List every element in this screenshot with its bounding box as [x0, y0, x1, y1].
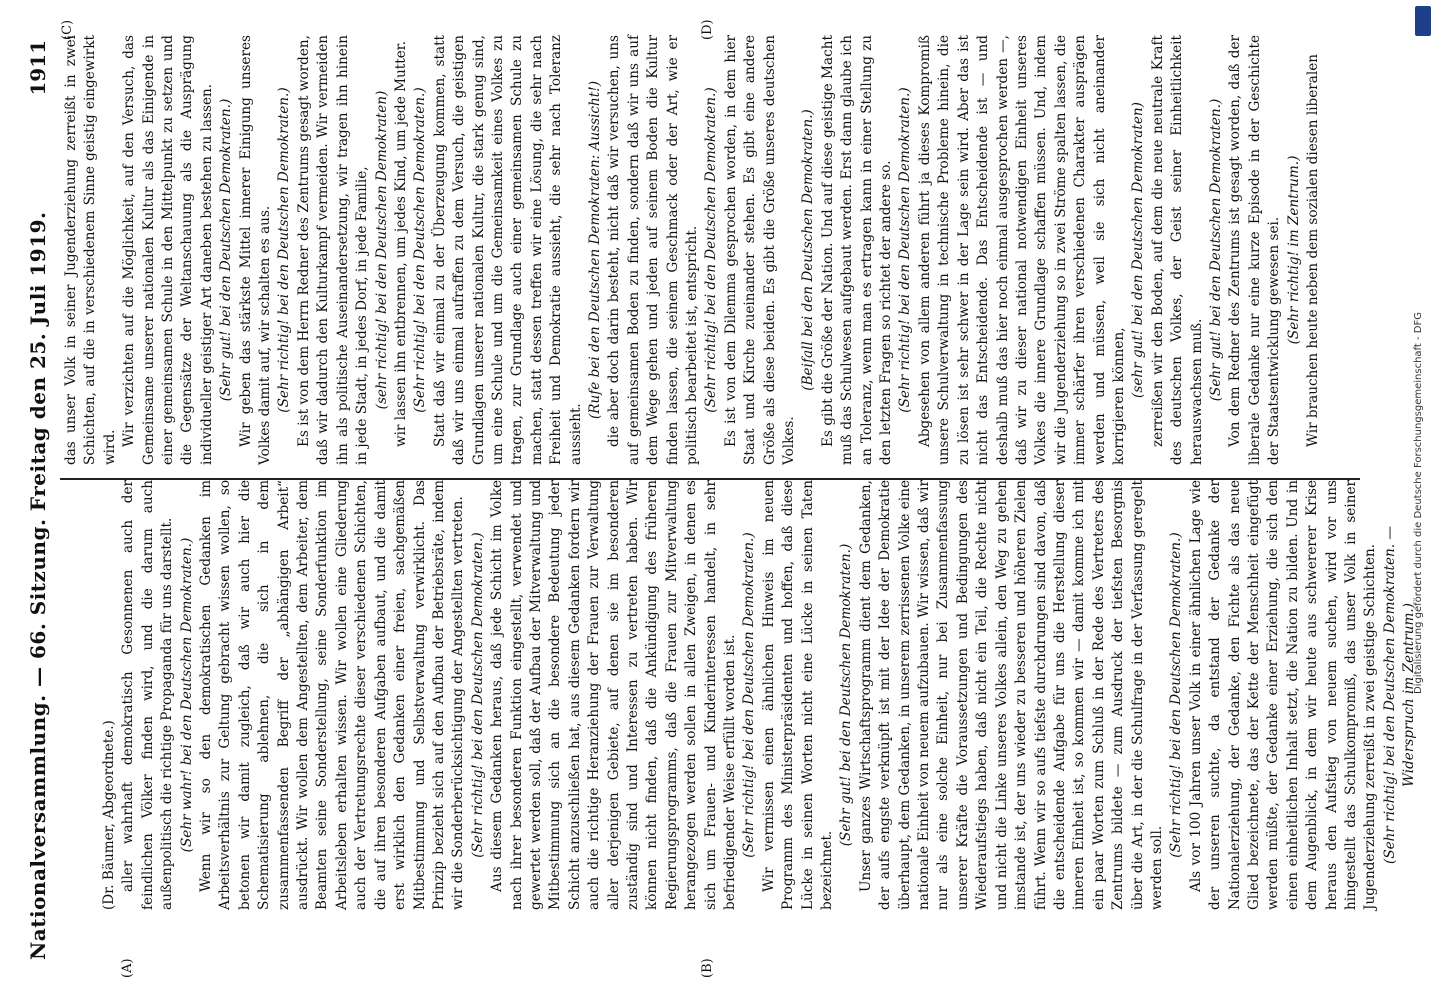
watermark-text: Digitalisierung gefördert durch die Deutsche Forschungsgemeinschaft - DFG	[1413, 312, 1424, 695]
margin-label-a: (A)	[120, 958, 135, 978]
interjection: (Sehr wahr! bei den Deutschen Demokraten.)	[178, 537, 195, 853]
interjection: (sehr gut! bei den Deutschen Demokraten)	[1130, 102, 1147, 398]
paragraph: Statt daß wir einmal zu der Überzeugung kommen, statt daß wir uns einmal aufraffen zu dem Versuch, die geistigen Grundlagen unserer nationalen Kultur, die stark genug sind, um eine Schule und um die Gemeinsamkeit eines Volkes zu tragen, zur Grundlage auch einer gemeinsamen Schule zu machen, statt dessen treffen wir eine Lösung, die sehr nach Freiheit und Demokratie aussieht, die sehr nach Toleranz aussieht.	[431, 35, 584, 465]
watermark	[1408, 8, 1430, 998]
paragraph: Unser ganzes Wirtschaftsprogramm dient dem Gedanken, der aufs engste verknüpft ist mit der Idee der Demokratie überhaupt, dem Gedanken, in unserem zerrissenen Volke eine nationale Einheit von neuem aufzubauen. Wir wissen, daß wir nur als eine solche Einheit, nur bei Zusammenfassung unserer Kräfte die Voraussetzungen und Bedingungen des Wiederaufstiegs haben, daß nicht ein Teil, die Rechte nicht und nicht die Linke unseres Volkes allein, den Weg zu gehen imstande ist, der uns wieder zu besseren und höheren Zielen führt. Wenn wir so aufs tiefste durchdrungen sind davon, daß die entscheidende Aufgabe für uns die Herstellung dieser inneren Einheit ist, so kommen wir — damit komme ich mit ein paar Worten zum Schluß in der Rede des Vertreters des Zentrums bildete — zum Ausdruck der tiefsten Besorgnis über die Art, in der die Schulfrage in der Verfassung geregelt werden soll.	[857, 480, 1165, 910]
page-number: 1911	[26, 40, 50, 96]
interjection: (Beifall bei den Deutschen Demokraten.)	[800, 109, 817, 391]
paragraph: zerreißen wir den Boden, auf dem die neue neutrale Kraft des deutschen Volkes, der Geist seiner Einheitlichkeit herauswachsen muß.	[1149, 35, 1205, 465]
paragraph: (Dr. Bäumer, Abgeordnete.)	[101, 720, 117, 910]
interjection: (Sehr richtig! bei den Deutschen Demokraten.)	[412, 87, 429, 413]
header-title: Nationalversammlung. — 66. Sitzung. Freitag den 25. Juli 1919.	[26, 211, 50, 960]
paragraph: Es ist von dem Herrn Redner des Zentrums gesagt worden, daß wir dadurch den Kulturkampf vermeiden. Wir vermeiden ihn als politische Auseinandersetzung, wir tragen ihn hinein in jede Stadt, in jedes Dorf, in jede Familie,	[295, 35, 371, 465]
paragraph: wir lassen ihn entbrennen, um jedes Kind, um jede Mutter.	[392, 40, 409, 447]
interjection: (Sehr gut! bei den Deutschen Demokraten.)	[838, 543, 855, 847]
paragraph: Wir geben das stärkste Mittel innerer Einigung unseres Volkes damit auf, wir schalten es aus.	[237, 35, 274, 465]
paragraph: das unser Volk in seiner Jugenderziehung zerreißt in zwei Schichten, auf die in verschiedenem Sinne geistig eingewirkt wird.	[63, 35, 118, 465]
left-column	[100, 480, 1418, 910]
interjection: (sehr richtig! bei den Deutschen Demokraten)	[373, 90, 390, 410]
interjection: (Sehr richtig! bei den Deutschen Demokraten. — Widerspruch im Zentrum.)	[1381, 526, 1418, 864]
paragraph: Es ist von dem Dilemma gesprochen worden, in dem hier Staat und Kirche zueinander stehen. Es gibt eine andere Größe als diese beiden. Es gibt die Größe unseres deutschen Volkes.	[722, 35, 798, 465]
margin-label-b: (B)	[700, 958, 715, 978]
interjection: (Sehr gut! bei den Deutschen Demokraten.)	[1207, 98, 1224, 402]
interjection: (Sehr richtig! bei den Deutschen Demokraten.)	[1168, 532, 1185, 858]
paragraph: Als vor 100 Jahren unser Volk in einer ähnlichen Lage wie der unseren suchte, da entstand der Gedanke der Nationalerziehung, der Gedanke, den Fichte als das neue Glied bezeichnete, das der Kette der Menschheit eingefügt werden müßte, der Gedanke einer Erziehung, die sich den einen einheitlichen Inhalt setzt, die Nation zu bilden. Und in dem Augenblick, in dem wir heute aus schwererer Krise heraus den Aufstieg von neuem suchen, wird vor uns hingestellt das Schulkompromiß, das unser Volk in seiner Jugenderziehung zerreißt in zwei geistige Schichten.	[1187, 480, 1379, 910]
margin-label-d: (D)	[700, 19, 715, 40]
paragraph: die aber doch darin besteht, nicht daß wir versuchen, uns auf gemeinsamen Boden zu finden, sondern daß wir uns auf dem Wege gehen und jeden auf seinem Boden die Kultur finden lassen, die seinem Geschmack oder der Art, wie er politisch bearbeitet ist, entspricht.	[606, 35, 700, 465]
paragraph: Aus diesem Gedanken heraus, daß jede Schicht im Volke nach ihrer besonderen Funktion eingestellt, verwendet und gewertet werden soll, daß der Aufbau der Mitverwaltung und Mitbestimmung sich an die besondere Bedeutung jeder Schicht anzuschließen hat, aus diesem Gedanken fordern wir auch die richtige Heranziehung der Frauen zur Verwaltung aller derjenigen Gebiete, auf denen sie im besonderen zuständig sind und Interessen zu vertreten haben. Wir können nicht finden, daß die Ankündigung des früheren Regierungsprogramms, daß die Frauen zur Mitverwaltung herangezogen werden sollen in allen Zweigen, in denen es sich um Frauen- und Kinderinteressen handelt, in sehr befriedigender Weise erfüllt worden ist.	[489, 480, 738, 910]
paragraph: Abgesehen von allem anderen führt ja dieses Kompromiß unsere Schulverwaltung in technische Probleme hinein, die zu lösen ist sehr schwer in der Lage sein wird. Aber das ist nicht das Entscheidende. Das Entscheidende ist — und deshalb muß das hier noch einmal ausgesprochen werden —, daß wir zu dieser national notwendigen Einheit unseres Volkes die innere Grundlage schaffen müssen. Und, indem wir die Jugenderziehung so in zwei Ströme spalten lassen, die immer schärfer ihren verschiedenen Charakter ausprägen werden und müssen, weil sie sich nicht aneinander korrigieren können,	[916, 35, 1127, 465]
paragraph: Wir brauchen heute neben dem sozialen diesen liberalen	[1305, 53, 1321, 447]
column-divider	[60, 478, 1360, 480]
page-header	[18, 40, 58, 960]
interjection: (Sehr richtig! bei den Deutschen Demokraten.)	[469, 532, 486, 858]
paragraph: Wir verzichten auf die Möglichkeit, auf den Versuch, das Gemeinsame unserer nationalen Kultur als das Einigende in einer gemeinsamen Schule in den Mittelpunkt zu setzen und die Gegensätze der Weltanschauung als die Ausprägung individueller geistiger Art daneben bestehen zu lassen.	[121, 35, 215, 465]
interjection: (Sehr richtig! bei den Deutschen Demokraten.)	[897, 87, 914, 413]
paragraph: Von dem Redner des Zentrums ist gesagt worden, daß der liberale Gedanke nur eine kurze Episode in der Geschichte der Staatsentwicklung gewesen sei.	[1227, 35, 1283, 465]
interjection: (Rufe bei den Deutschen Demokraten: Aussicht!)	[586, 80, 603, 420]
dfg-logo	[1415, 6, 1431, 36]
margin-label-c: (C)	[60, 19, 75, 40]
paragraph: Wir vermissen einen ähnlichen Hinweis im neuen Programm des Ministerpräsidenten und hoffen, daß diese Lücke in seinen Worten nicht eine Lücke in seinen Taten bezeichnet.	[760, 480, 836, 910]
interjection: (Sehr richtig! bei den Deutschen Demokraten.)	[276, 87, 293, 413]
paragraph: aller wahrhaft demokratisch Gesonnenen auch der feindlichen Völker finden wird, und die darum auch außenpolitisch die richtige Propaganda für uns darstellt.	[120, 480, 176, 910]
interjection: (Sehr richtig! bei den Deutschen Demokraten.)	[741, 532, 758, 858]
paragraph: Es gibt die Größe der Nation. Und auf diese geistige Macht muß das Schulwesen aufgebaut werden. Erst dann glaube ich an Toleranz, wenn man es ertragen kann in einer Stellung zu den letzten Fragen so richtet der andere so.	[819, 35, 895, 465]
paragraph: Wenn wir so den demokratischen Gedanken im Arbeitsverhältnis zur Geltung gebracht wissen wollen, so betonen wir damit zugleich, daß wir auch hier die Schematisierung ablehnen, die sich in dem zusammenfassenden Begriff der „abhängigen Arbeit“ ausdrückt. Wir wollen dem Angestellten, dem Arbeiter, dem Beamten seine Sonderstellung, seine Sonderfunktion im Arbeitsleben erhalten wissen. Wir wollen eine Gliederung auch der Vertretungsrechte dieser verschiedenen Schichten, die auf ihren besonderen Aufgaben aufbaut, und die damit erst wirklich den Gedanken einer freien, sachgemäßen Mitbestimmung und Selbstverwaltung verwirklicht. Das Prinzip bezieht sich auf den Aufbau der Betriebsräte, indem wir die Sonderberücksichtigung der Angestellten vertreten.	[198, 480, 467, 910]
interjection: (Sehr richtig! bei den Deutschen Demokraten.)	[703, 87, 720, 413]
right-column	[62, 35, 1352, 465]
interjection: (Sehr richtig! im Zentrum.)	[1285, 155, 1302, 345]
interjection: (Sehr gut! bei den Deutschen Demokraten.)	[218, 98, 235, 402]
